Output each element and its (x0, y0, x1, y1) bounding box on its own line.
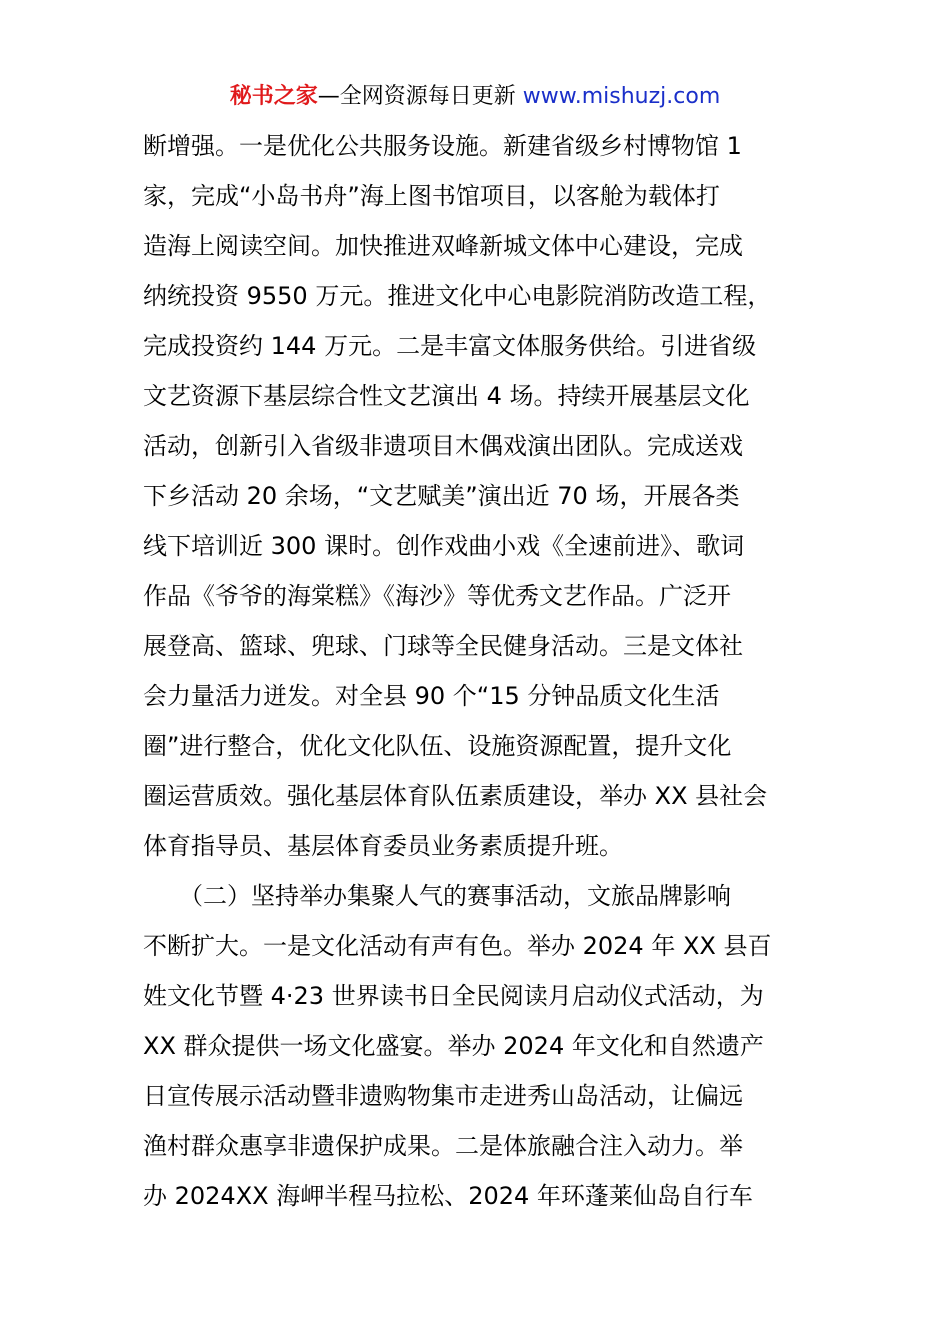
text-line: 会力量活力迸发。对全县 90 个“15 分钟品质文化生活 (143, 682, 720, 710)
text-line: 圈”进行整合，优化文化队伍、设施资源配置，提升文化 (143, 732, 732, 760)
text-line: 线下培训近 300 课时。创作戏曲小戏《全速前进》、歌词 (143, 532, 745, 560)
paragraph-start-line: （二）坚持举办集聚人气的赛事活动，文旅品牌影响 (143, 882, 731, 910)
document-body (143, 128, 823, 1228)
text-line: 办 2024XX 海岬半程马拉松、2024 年环蓬莱仙岛自行车 (143, 1182, 753, 1210)
text-line: 不断扩大。一是文化活动有声有色。举办 2024 年 XX 县百 (143, 932, 772, 960)
text-line: 纳统投资 9550 万元。推进文化中心电影院消防改造工程， (143, 282, 772, 310)
text-line: 作品《爷爷的海棠糕》《海沙》等优秀文艺作品。广泛开 (143, 582, 731, 610)
site-header (0, 82, 950, 112)
text-line: 渔村群众惠享非遗保护成果。二是体旅融合注入动力。举 (143, 1132, 743, 1160)
text-line: 断增强。一是优化公共服务设施。新建省级乡村博物馆 1 (143, 132, 742, 160)
brand-name: 秘书之家 (229, 84, 318, 109)
text-line: 圈运营质效。强化基层体育队伍素质建设，举办 XX 县社会 (143, 782, 768, 810)
text-line: 造海上阅读空间。加快推进双峰新城文体中心建设，完成 (143, 232, 743, 260)
text-line: 展登高、篮球、兜球、门球等全民健身活动。三是文体社 (143, 632, 743, 660)
text-line: 下乡活动 20 余场，“文艺赋美”演出近 70 场，开展各类 (143, 482, 740, 510)
text-line: 家，完成“小岛书舟”海上图书馆项目，以客舱为载体打 (143, 182, 720, 210)
text-line: 完成投资约 144 万元。二是丰富文体服务供给。引进省级 (143, 332, 757, 360)
header-tagline: —全网资源每日更新 (317, 84, 516, 109)
site-url-link[interactable]: www.mishuzj.com (522, 84, 721, 109)
text-line: 文艺资源下基层综合性文艺演出 4 场。持续开展基层文化 (143, 382, 750, 410)
text-line: 体育指导员、基层体育委员业务素质提升班。 (143, 832, 623, 860)
text-line: XX 群众提供一场文化盛宴。举办 2024 年文化和自然遗产 (143, 1032, 764, 1060)
text-line: 活动，创新引入省级非遗项目木偶戏演出团队。完成送戏 (143, 432, 743, 460)
text-line: 姓文化节暨 4·23 世界读书日全民阅读月启动仪式活动，为 (143, 982, 764, 1010)
text-line: 日宣传展示活动暨非遗购物集市走进秀山岛活动，让偏远 (143, 1082, 743, 1110)
